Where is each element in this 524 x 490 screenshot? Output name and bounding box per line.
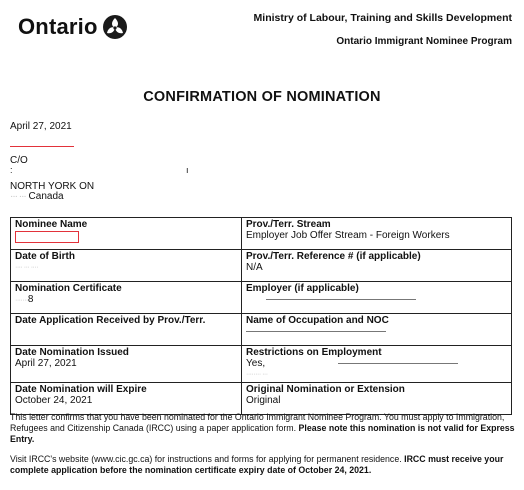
address-fragment-left: : (10, 165, 13, 175)
nominee-name-cell (11, 218, 242, 250)
dob-value-redacted: ···· ··· ···· (15, 264, 39, 271)
reference-cell (242, 250, 512, 282)
restrictions-value: Yes, (246, 358, 266, 369)
table-row (11, 250, 512, 282)
expire-label: Date Nomination will Expire (15, 384, 147, 395)
logo-wordmark: Ontario (18, 14, 98, 39)
certificate-value-line (15, 294, 237, 306)
restrictions-label: Restrictions on Employment (246, 347, 382, 358)
address-care-of: C/O (10, 155, 28, 166)
occupation-cell (242, 314, 512, 346)
restrictions-cell (242, 346, 512, 383)
original-cell (242, 383, 512, 415)
paragraph-nomination-notice (10, 412, 515, 445)
certificate-label: Nomination Certificate (15, 283, 122, 294)
program-name: Ontario Immigrant Nominee Program (336, 36, 512, 47)
address-country-redacted: ··· ··· (10, 191, 26, 202)
occupation-label: Name of Occupation and NOC (246, 315, 389, 326)
paragraph-1-bold: Please note this nomination is not valid for Express Entry. (10, 423, 515, 444)
paragraph-1-text: This letter confirms that you have been nominated for the Ontario Immigrant Nominee Program. You must apply to Immigration, Refugees and Citizenship Canada (IRCC) using a paper application form. (10, 412, 505, 433)
restrictions-value-line (246, 358, 507, 369)
dob-cell (11, 250, 242, 282)
nominee-name-label: Nominee Name (15, 219, 88, 230)
address-city: NORTH YORK ON (10, 181, 95, 192)
table-row (11, 383, 512, 415)
nominee-name-redaction (15, 231, 79, 243)
employer-cell (242, 282, 512, 314)
ministry-name: Ministry of Labour, Training and Skills Development (253, 12, 512, 24)
certificate-value-redacted: ······· (15, 297, 28, 304)
stream-value: Employer Job Offer Stream - Foreign Workers (246, 230, 450, 241)
address-country-line (10, 191, 64, 202)
paragraph-2-bold: IRCC must receive your complete application before the nomination certificate expiry date of October 24, 2021. (10, 454, 504, 475)
paragraph-ircc-instructions (10, 454, 515, 476)
restrictions-value-redacted: ········ ··· (246, 371, 268, 378)
table-row (11, 314, 512, 346)
certificate-value: 8 (27, 294, 34, 305)
reference-label: Prov./Terr. Reference # (if applicable) (246, 251, 421, 262)
issued-label: Date Nomination Issued (15, 347, 129, 358)
table-row (11, 282, 512, 314)
ontario-logo (18, 14, 128, 40)
occupation-value-redacted (246, 326, 507, 337)
table-row (11, 218, 512, 250)
issued-value: April 27, 2021 (15, 358, 77, 369)
table-row (11, 346, 512, 383)
address-country: Canada (28, 191, 64, 202)
dob-label: Date of Birth (15, 251, 75, 262)
nomination-details-table (10, 217, 512, 415)
expire-cell (11, 383, 242, 415)
stream-cell (242, 218, 512, 250)
reference-value: N/A (246, 262, 263, 273)
address-fragment-right: ı (186, 165, 189, 175)
trillium-icon (102, 14, 128, 40)
paragraph-2-text: Visit IRCC's website (www.cic.gc.ca) for instructions and forms for applying for permanent residence. (10, 454, 402, 464)
redaction-line (10, 146, 74, 147)
certificate-cell (11, 282, 242, 314)
original-label: Original Nomination or Extension (246, 384, 405, 395)
issued-cell (11, 346, 242, 383)
stream-label: Prov./Terr. Stream (246, 219, 331, 230)
document-title: CONFIRMATION OF NOMINATION (143, 89, 381, 105)
expire-value: October 24, 2021 (15, 395, 93, 406)
employer-label: Employer (if applicable) (246, 283, 359, 294)
original-value: Original (246, 395, 281, 406)
employer-value-redacted (246, 294, 507, 305)
application-received-label: Date Application Received by Prov./Terr. (15, 315, 206, 326)
letter-date: April 27, 2021 (10, 121, 72, 132)
application-received-cell (11, 314, 242, 346)
